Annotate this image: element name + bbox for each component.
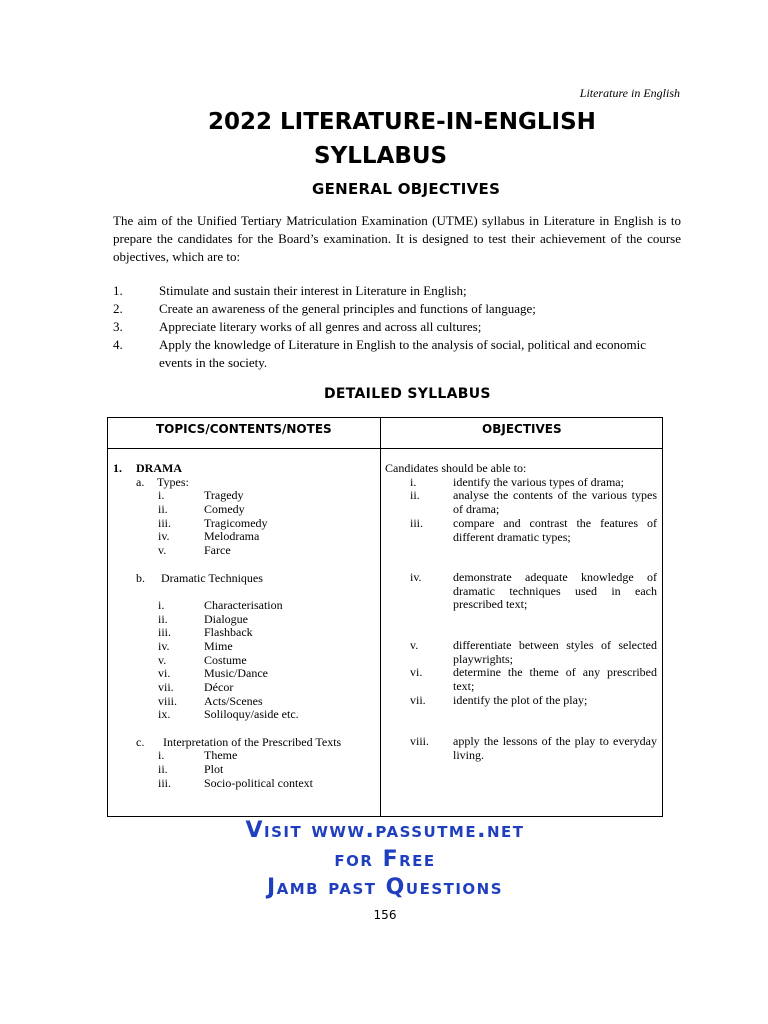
promo-line-3: Jamb past Questions xyxy=(266,875,504,900)
objectives-intro: Candidates should be able to: xyxy=(385,461,527,475)
list-item: iii. Flashback xyxy=(158,625,253,640)
list-item: iii. Tragicomedy xyxy=(158,515,268,530)
column-divider xyxy=(380,417,381,816)
list-item: ii. Comedy xyxy=(158,502,245,517)
objectives-group-3 xyxy=(385,639,657,708)
promo-link-line[interactable]: Visit www.passutme.net xyxy=(245,818,525,843)
list-item: viii. apply the lessons of the play to everyday living. xyxy=(410,734,657,762)
list-item: i. Characterisation xyxy=(158,597,283,612)
list-item: i. identify the various types of drama; xyxy=(410,474,624,489)
list-item: vi. determine the theme of any prescribed text; xyxy=(410,665,657,694)
subsection-techniques: b. Dramatic Techniques xyxy=(136,570,263,585)
list-item: v. differentiate between styles of selected playwrights; xyxy=(410,638,657,666)
table-header xyxy=(108,417,662,449)
list-item: i. Tragedy xyxy=(158,488,244,503)
list-item: ix. Soliloquy/aside etc. xyxy=(158,707,299,722)
objectives-column xyxy=(385,462,657,544)
header-objectives: OBJECTIVES xyxy=(482,422,562,436)
list-item: vii. identify the plot of the play; xyxy=(410,692,588,707)
list-item: i. Theme xyxy=(158,748,238,763)
list-item: ii. analyse the contents of the various types of drama; xyxy=(410,488,657,517)
subsection-types: a. Types: xyxy=(136,474,189,489)
list-item: iv. Melodrama xyxy=(158,529,260,544)
header-topics: TOPICS/CONTENTS/NOTES xyxy=(156,422,332,436)
list-item: v. Farce xyxy=(158,543,231,558)
subsection-interpretation: c. Interpretation of the Prescribed Texts xyxy=(136,734,342,749)
list-item: iv. Mime xyxy=(158,638,233,653)
list-item: vii. Décor xyxy=(158,680,234,694)
objectives-group-4 xyxy=(385,735,657,762)
promo-line-2: for Free xyxy=(334,847,436,872)
list-item: ii. Dialogue xyxy=(158,611,248,626)
running-head: Literature in English xyxy=(579,86,680,100)
list-item: 1. Stimulate and sustain their interest in Literature in English; xyxy=(113,283,467,298)
list-item: viii. Acts/Scenes xyxy=(158,693,263,708)
list-item: iv. demonstrate adequate knowledge of dramatic techniques used in each prescribed text; xyxy=(410,570,657,612)
list-item: v. Costume xyxy=(158,652,247,667)
list-item: iii. compare and contrast the features of different dramatic types; xyxy=(410,515,657,544)
topics-column xyxy=(113,462,373,791)
title-line-2: SYLLABUS xyxy=(314,143,448,169)
list-item: iii. Socio-political context xyxy=(158,775,313,790)
list-item: ii. Plot xyxy=(158,762,224,777)
section-drama: 1. DRAMA xyxy=(113,461,182,475)
list-item: 2. Create an awareness of the general principles and functions of language; xyxy=(113,301,536,316)
objectives-group-2 xyxy=(385,571,657,612)
intro-paragraph: The aim of the Unified Tertiary Matriculation Examination (UTME) syllabus in Literature in English is to prepare the candidates for the Board’s examination. It is designed to test their achievement of the course objectives, which are to: xyxy=(113,213,681,264)
general-objectives-heading: GENERAL OBJECTIVES xyxy=(312,180,501,198)
general-objectives-list xyxy=(113,282,681,372)
list-item: vi. Music/Dance xyxy=(158,666,268,681)
list-item: 3. Appreciate literary works of all genres and across all cultures; xyxy=(113,319,482,334)
page-number: 156 xyxy=(373,908,397,922)
detailed-syllabus-heading: DETAILED SYLLABUS xyxy=(324,386,491,402)
title-line-1: 2022 LITERATURE-IN-ENGLISH xyxy=(208,109,596,135)
list-item: 4. Apply the knowledge of Literature in English to the analysis of social, political and economic events in the society. xyxy=(113,337,647,370)
